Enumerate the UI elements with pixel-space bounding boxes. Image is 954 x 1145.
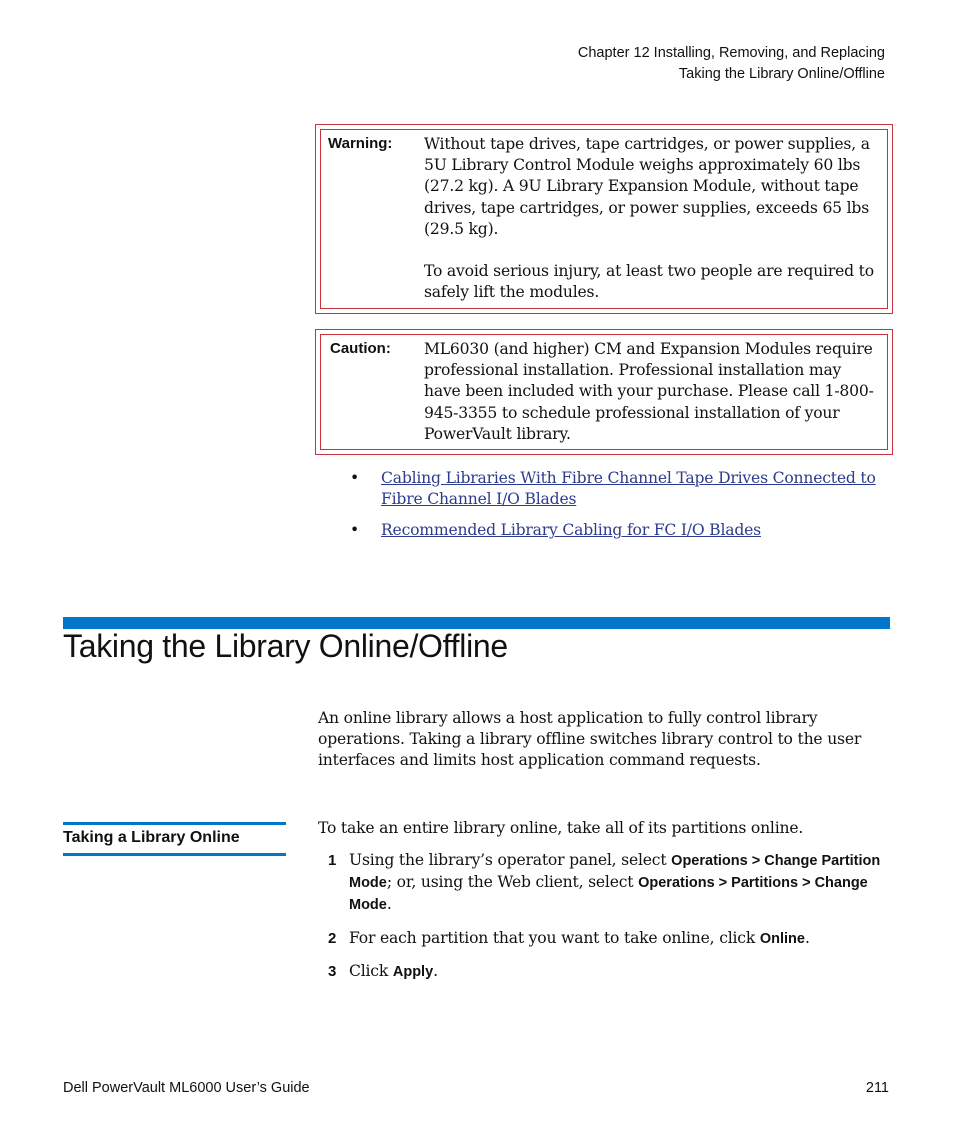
warning-paragraph-1: Without tape drives, tape cartridges, or power supplies, a 5U Library Control Module weighs approximately 60 lbs (27.2 kg). A 9U Library Expansion Module, without tape drives, tape cartridges, or power supplies, exceeds 65 lbs (29.5 kg). (424, 135, 870, 238)
step-number: 3 (328, 962, 337, 980)
running-head-section: Taking the Library Online/Offline (678, 66, 885, 82)
ui-path-web-client: Operations > Partitions > Change Mode (349, 875, 868, 914)
running-head-chapter: Chapter 12 Installing, Removing, and Replacing (577, 45, 885, 61)
caution-label: Caution: (330, 340, 391, 357)
ui-path-operator-panel: Operations > Change Partition Mode (349, 853, 881, 892)
bullet-icon: • (350, 469, 359, 487)
step-number: 2 (328, 929, 337, 947)
section-title: Taking the Library Online/Offline (63, 628, 508, 664)
list-item (350, 520, 890, 541)
step-text: . (386, 895, 392, 914)
subsection-heading (63, 822, 286, 858)
subsection-lead: To take an entire library online, take all of its partitions online. (318, 819, 804, 837)
warning-text (424, 134, 880, 303)
step-text: ; or, using the Web client, select (386, 873, 639, 892)
step-text: For each partition that you want to take online, click (349, 928, 760, 947)
link-cabling-fibre-channel[interactable]: Cabling Libraries With Fibre Channel Tape Drives Connected to Fibre Channel I/O Blades (381, 469, 876, 509)
caution-paragraph: ML6030 (and higher) CM and Expansion Modules require professional installation. Professional installation may have been included with your purchase. Please call 1-800-945-3355 to schedule professional installation of your PowerVault library. (424, 340, 874, 443)
step-1 (318, 850, 890, 917)
ui-apply-button-ref: Apply (392, 963, 434, 980)
step-text: . (433, 961, 438, 980)
subsection-rule-top (63, 822, 286, 825)
warning-paragraph-2: To avoid serious injury, at least two people are required to safely lift the modules. (424, 262, 874, 302)
warning-label: Warning: (328, 135, 393, 152)
step-text: Click (349, 961, 393, 980)
footer-page-number: 211 (865, 1080, 889, 1096)
step-text: Using the library’s operator panel, select (349, 851, 672, 869)
step-3 (318, 961, 890, 983)
caution-box (315, 329, 893, 455)
running-head (578, 43, 885, 85)
step-2 (318, 928, 890, 950)
procedure-steps (318, 850, 890, 994)
subsection-title: Taking a Library Online (63, 829, 240, 846)
step-number: 1 (328, 852, 337, 869)
bullet-icon: • (350, 521, 359, 540)
ui-online-button-ref: Online (759, 930, 805, 947)
related-links-list (350, 468, 890, 552)
caution-text (424, 339, 880, 445)
list-item (350, 468, 890, 510)
warning-box (315, 124, 893, 314)
section-intro: An online library allows a host application to fully control library operations. Taking a library offline switches library control to the user interfaces and limits host application command requests. (318, 709, 862, 770)
link-recommended-cabling[interactable]: Recommended Library Cabling for FC I/O Blades (381, 521, 761, 540)
subsection-rule-bottom (63, 853, 286, 856)
step-text: . (804, 928, 810, 947)
footer-document-title: Dell PowerVault ML6000 User’s Guide (63, 1080, 310, 1096)
